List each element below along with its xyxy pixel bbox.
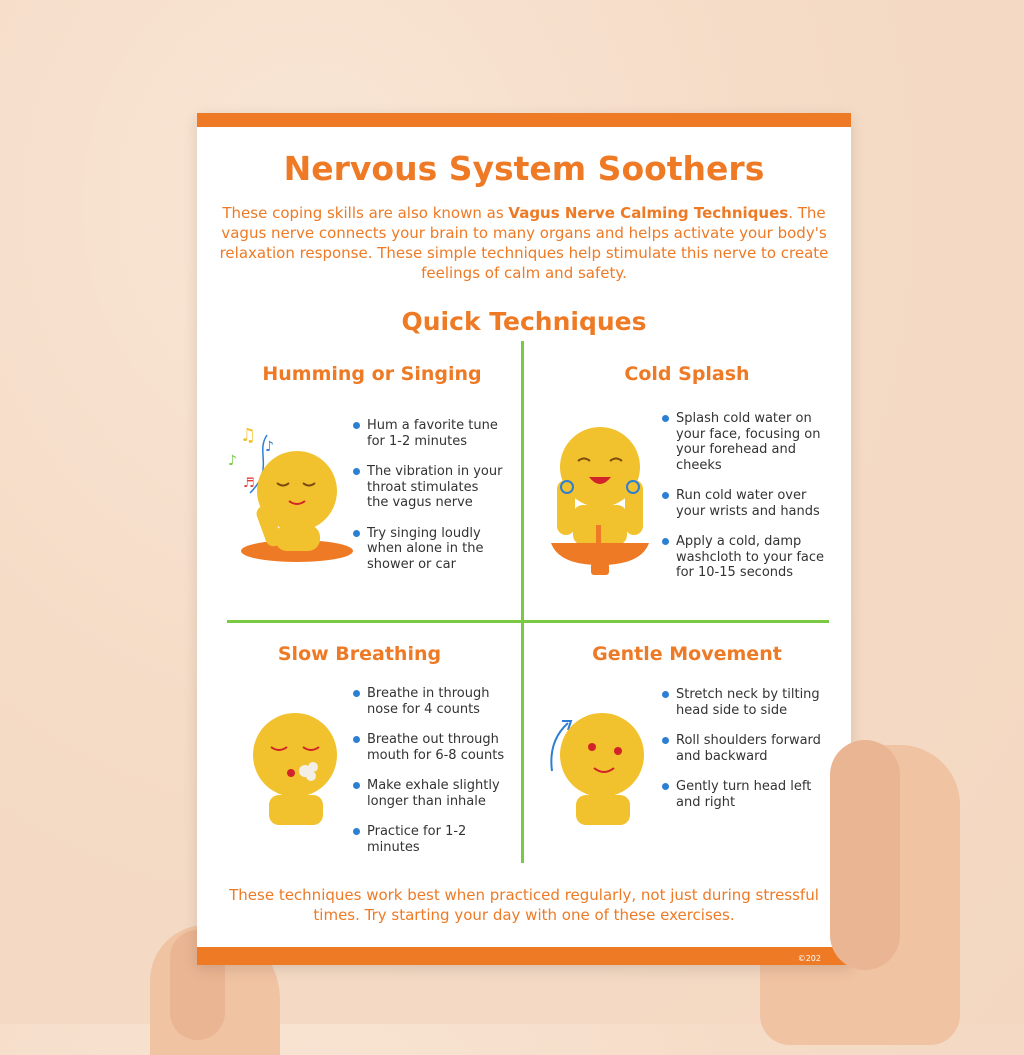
horizontal-divider	[227, 620, 829, 623]
copyright-text: ©202	[797, 954, 821, 963]
gentle-movement-title: Gentle Movement	[592, 643, 782, 665]
intro-part2: . The vagus nerve connects your brain to many organs and helps activate your body's relaxation response. These simple techniques help stimulate this nerve to create feelings of calm and safety.	[219, 204, 829, 282]
list-item: Practice for 1-2 minutes	[353, 824, 513, 855]
movement-figure-icon	[542, 711, 657, 826]
intro-text	[217, 203, 831, 283]
gentle-movement-tips	[662, 687, 822, 825]
cold-splash-tips	[662, 411, 827, 596]
svg-text:♪: ♪	[228, 453, 237, 469]
svg-text:♪: ♪	[265, 439, 274, 455]
footer-text: These techniques work best when practiced regularly, not just during stressful times. Try starting your day with one of these exercises.	[229, 886, 819, 924]
slow-breathing-title: Slow Breathing	[277, 643, 442, 665]
list-item: Stretch neck by tilting head side to side	[662, 687, 822, 718]
list-item: Gently turn head left and right	[662, 779, 822, 810]
list-item: Try singing loudly when alone in the shower or car	[353, 526, 503, 573]
list-item: Breathe in through nose for 4 counts	[353, 686, 513, 717]
vertical-divider	[521, 341, 524, 863]
list-item: Apply a cold, damp washcloth to your face for 10-15 seconds	[662, 534, 827, 581]
top-accent-bar	[197, 113, 851, 127]
intro-bold: Vagus Nerve Calming Techniques	[508, 204, 789, 222]
slow-breathing-tips	[353, 686, 513, 870]
list-item: Run cold water over your wrists and hands	[662, 488, 827, 519]
right-thumb	[830, 740, 900, 970]
breathing-figure-icon	[247, 711, 347, 826]
humming-figure-icon	[225, 413, 360, 573]
list-item: The vibration in your throat stimulates the vagus nerve	[353, 464, 503, 511]
svg-text:♬: ♬	[243, 476, 255, 491]
list-item: Breathe out through mouth for 6-8 counts	[353, 732, 513, 763]
worksheet	[197, 113, 851, 965]
humming-title: Humming or Singing	[262, 363, 482, 385]
list-item: Roll shoulders forward and backward	[662, 733, 822, 764]
svg-text:♫: ♫	[240, 425, 257, 446]
splash-figure-icon	[545, 425, 665, 580]
page-title: Nervous System Soothers	[283, 149, 765, 188]
humming-tips	[353, 418, 503, 587]
list-item: Make exhale slightly longer than inhale	[353, 778, 513, 809]
bottom-accent-bar	[197, 947, 851, 965]
cold-splash-title: Cold Splash	[624, 363, 750, 385]
intro-part1: These coping skills are also known as	[222, 204, 509, 222]
list-item: Hum a favorite tune for 1-2 minutes	[353, 418, 503, 449]
list-item: Splash cold water on your face, focusing on your forehead and cheeks	[662, 411, 827, 473]
section-title: Quick Techniques	[401, 307, 647, 336]
